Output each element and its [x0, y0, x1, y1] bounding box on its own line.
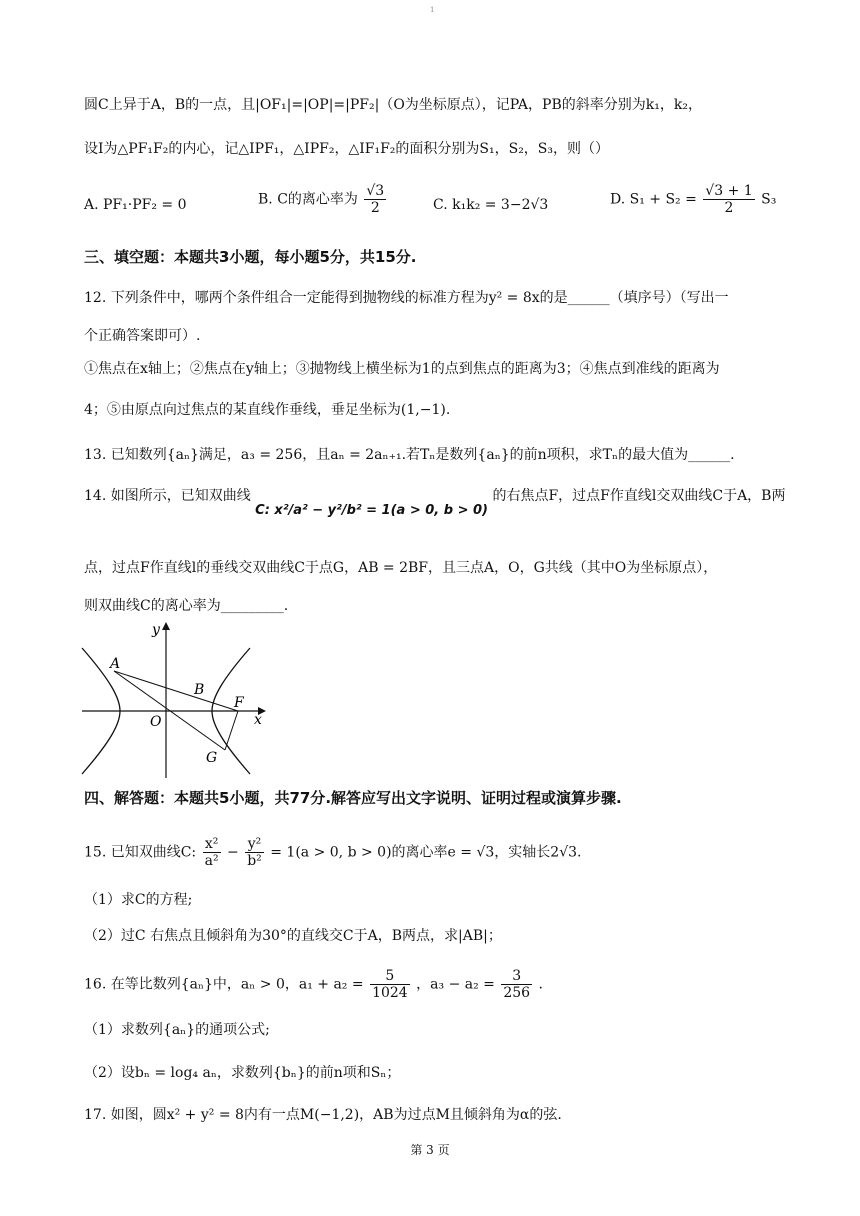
fraction-denominator: a² [204, 853, 219, 869]
q16-fraction-2 [501, 968, 532, 1001]
q15-part1: （1）求C的方程; [84, 892, 193, 908]
q15-minus: − [227, 844, 239, 861]
label-x: x [254, 712, 262, 728]
page-footer: 第 3 页 [410, 1143, 450, 1157]
fraction-numerator: √3 + 1 [705, 183, 753, 199]
q15-intro-rest: = 1(a > 0, b > 0)的离心率e = √3，实轴长2√3. [270, 844, 582, 861]
q13-text: 13. 已知数列{aₙ}满足，a₃ = 256，且aₙ = 2aₙ₊₁.若Tₙ是数列{aₙ}的前n项积，求Tₙ的最大值为______. [84, 447, 735, 463]
label-A: A [110, 656, 121, 672]
label-y: y [152, 622, 160, 638]
q11-option-d-tail: S₃ [761, 191, 777, 208]
q11-option-c: C. k₁k₂ = 3−2√3 [433, 197, 549, 213]
fraction-denominator: 2 [370, 200, 380, 216]
fraction-denominator: 2 [724, 200, 734, 216]
fraction-numerator: y² [245, 836, 264, 853]
q11-option-a: A. PF₁·PF₂ = 0 [84, 197, 187, 213]
line-FG [225, 711, 238, 750]
q15-fraction-y [245, 836, 264, 869]
fraction-numerator: √3 [366, 183, 385, 199]
q11-line1: 圆C上异于A，B的一点，且|OF₁|=|OP|=|PF₂|（O为坐标原点），记PA，PB的斜率分别为k₁，k₂， [84, 97, 702, 113]
q12-line3: ①焦点在x轴上；②焦点在y轴上；③抛物线上横坐标为1的点到焦点的距离为3；④焦点到准线的距离为 [84, 361, 720, 377]
q17-text: 17. 如图，圆x² + y² = 8内有一点M(−1,2)，AB为过点M且倾斜角为α的弦. [84, 1107, 562, 1123]
y-axis-arrow [162, 622, 170, 630]
q11-line2: 设I为△PF₁F₂的内心，记△IPF₁，△IPF₂，△IF₁F₂的面积分别为S₁，S₂，S₃，则（） [84, 141, 610, 157]
q11-option-b-text: B. C的离心率为 [258, 191, 358, 208]
q16-part2: （2）设bₙ = log₄ aₙ，求数列{bₙ}的前n项和Sₙ； [84, 1065, 401, 1081]
q14-line2: 点，过点F作直线l的垂线交双曲线C于点G，AB = 2BF，且三点A，O，G共线（其中O为坐标原点）， [84, 560, 718, 576]
line-AF [114, 671, 238, 711]
label-O: O [150, 714, 162, 730]
q14-hyperbola-equation: C: x²/a² − y²/b² = 1(a > 0, b > 0) [255, 503, 488, 518]
q12-line4: 4；⑤由原点向过焦点的某直线作垂线，垂足坐标为(1,−1). [84, 402, 451, 418]
fraction-numerator: 3 [501, 968, 532, 985]
q16-mid: ，a₃ − a₂ = [416, 976, 495, 993]
q11-option-d-fraction [703, 183, 754, 216]
section-4-heading: 四、解答题：本题共5小题，共77分.解答应写出文字说明、证明过程或演算步骤. [84, 789, 622, 807]
q12-line2: 个正确答案即可）. [84, 328, 201, 344]
label-B: B [194, 682, 205, 698]
header-mark: 1 [430, 6, 435, 14]
q16-line1 [84, 968, 780, 1001]
fraction-denominator: b² [247, 853, 262, 869]
label-G: G [206, 750, 218, 766]
fraction-denominator: 256 [503, 985, 531, 1001]
label-F: F [234, 695, 244, 711]
q14-intro: 14. 如图所示，已知双曲线 [84, 488, 251, 504]
fraction-denominator: 1024 [372, 985, 408, 1001]
q14-intro-rest: 的右焦点F，过点F作直线l交双曲线C于A，B两 [492, 488, 786, 504]
q14-line3: 则双曲线C的离心率为_________. [84, 598, 289, 614]
q16-intro: 16. 在等比数列{aₙ}中，aₙ > 0，a₁ + a₂ = [84, 976, 364, 993]
fraction-numerator: x² [203, 836, 221, 853]
q11-option-d-text: D. S₁ + S₂ = [610, 191, 697, 208]
hyperbola-figure [80, 618, 280, 783]
q15-fraction-x [203, 836, 221, 869]
q16-end: . [538, 976, 543, 993]
q15-intro: 15. 已知双曲线C: [84, 844, 197, 861]
q14-line1 [84, 484, 786, 523]
q16-part1: （1）求数列{aₙ}的通项公式; [84, 1022, 270, 1038]
q11-option-b [258, 183, 388, 216]
section-3-heading: 三、填空题：本题共3小题，每小题5分，共15分. [84, 248, 417, 266]
q15-line1 [84, 836, 780, 869]
q11-option-b-fraction [364, 183, 386, 216]
fraction-numerator: 5 [370, 968, 410, 985]
q12-line1: 12. 下列条件中，哪两个条件组合一定能得到抛物线的标准方程为y² = 8x的是______（填序号）（写出一 [84, 290, 729, 306]
q16-fraction-1 [370, 968, 410, 1001]
q15-part2: （2）过C 右焦点且倾斜角为30°的直线交C于A，B两点，求|AB|； [84, 928, 502, 944]
q11-option-d [610, 183, 776, 216]
